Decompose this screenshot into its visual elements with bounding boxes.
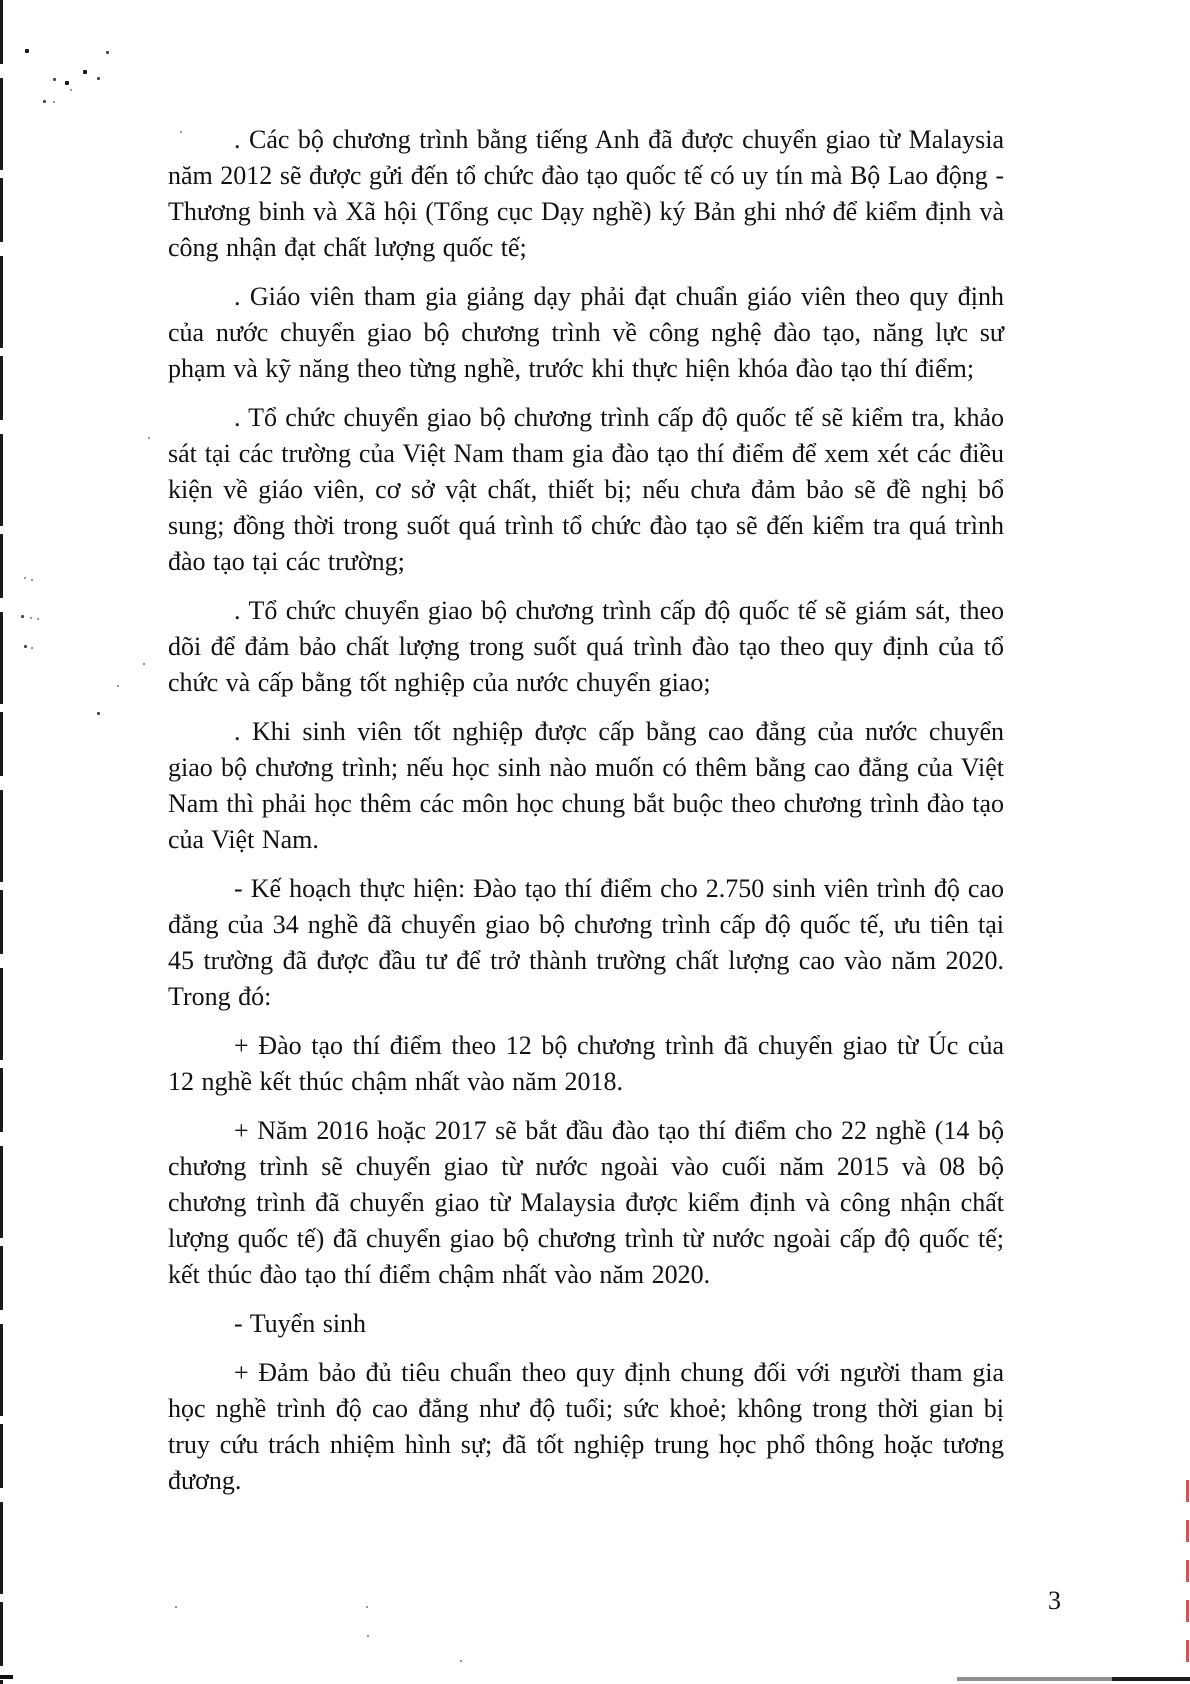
- speck-dot: [30, 617, 32, 619]
- speck-dot: [53, 78, 56, 81]
- paragraph: + Năm 2016 hoặc 2017 sẽ bắt đầu đào tạo thí điểm cho 22 nghề (14 bộ chương trình sẽ chuyển giao từ nước ngoài vào cuối năm 2015 và 08 bộ chương trình đã chuyển giao từ Malaysia được kiểm định và công nhận chất lượng quốc tế) đã chuyển giao bộ chương trình từ nước ngoài cấp độ quốc tế; kết thúc đào tạo thí điểm chậm nhất vào năm 2020.: [168, 1116, 1004, 1289]
- paragraph: + Đảm bảo đủ tiêu chuẩn theo quy định chung đối với người tham gia học nghề trình độ cao đẳng như độ tuổi; sức khoẻ; không trong thời gian bị truy cứu trách nhiệm hình sự; đã tốt nghiệp trung học phổ thông hoặc tương đương.: [168, 1358, 1004, 1495]
- speck-dot: [366, 1606, 368, 1608]
- speck-dot: [24, 577, 26, 579]
- speck-dot: [65, 81, 69, 85]
- speck-dot: [21, 615, 24, 618]
- paragraph: . Tổ chức chuyển giao bộ chương trình cấp độ quốc tế sẽ giám sát, theo dõi để đảm bảo chất lượng trong suốt quá trình đào tạo theo quy định của tổ chức và cấp bằng tốt nghiệp của nước chuyển giao;: [168, 596, 1004, 697]
- paragraph: - Tuyển sinh: [234, 1309, 367, 1338]
- speck-dot: [83, 70, 87, 74]
- speck-dot: [31, 579, 33, 581]
- speck-dot: [175, 1606, 177, 1608]
- speck-dot: [25, 49, 29, 53]
- speck-dot: [148, 437, 150, 439]
- scan-bottom-left-mark: [0, 1675, 13, 1679]
- paragraph: . Các bộ chương trình bằng tiếng Anh đã được chuyển giao từ Malaysia năm 2012 sẽ được gửi đến tổ chức đào tạo quốc tế có uy tín mà Bộ Lao động - Thương binh và Xã hội (Tổng cục Dạy nghề) ký Bản ghi nhớ để kiểm định và công nhận đạt chất lượng quốc tế;: [168, 125, 1004, 262]
- speck-dot: [31, 647, 33, 649]
- paragraph: . Khi sinh viên tốt nghiệp được cấp bằng cao đẳng của nước chuyển giao bộ chương trình; nếu học sinh nào muốn có thêm bằng cao đẳng của Việt Nam thì phải học thêm các môn học chung bắt buộc theo chương trình đào tạo của Việt Nam.: [168, 717, 1004, 854]
- speck-dot: [53, 101, 55, 103]
- speck-dot: [43, 100, 46, 103]
- scan-red-edge-artifact: [1186, 1480, 1189, 1670]
- scan-bottom-bar-gray: [957, 1677, 1112, 1681]
- speck-dot: [106, 51, 109, 54]
- speck-dot: [97, 77, 100, 80]
- paragraph: + Đào tạo thí điểm theo 12 bộ chương trình đã chuyển giao từ Úc của 12 nghề kết thúc chậm nhất vào năm 2018.: [168, 1031, 1004, 1096]
- speck-dot: [460, 1660, 462, 1662]
- page-number: 3: [1048, 1586, 1061, 1615]
- paragraph: . Giáo viên tham gia giảng dạy phải đạt chuẩn giáo viên theo quy định của nước chuyển giao bộ chương trình về công nghệ đào tạo, năng lực sư phạm và kỹ năng theo từng nghề, trước khi thực hiện khóa đào tạo thí điểm;: [168, 282, 1004, 383]
- speck-dot: [37, 618, 39, 620]
- speck-dot: [117, 685, 119, 687]
- paragraph: - Kế hoạch thực hiện: Đào tạo thí điểm cho 2.750 sinh viên trình độ cao đẳng của 34 nghề đã chuyển giao bộ chương trình cấp độ quốc tế, ưu tiên tại 45 trường đã được đầu tư để trở thành trường chất lượng cao vào năm 2020. Trong đó:: [168, 874, 1004, 1011]
- scan-left-border-line: [0, 0, 3, 1684]
- speck-dot: [367, 1635, 369, 1637]
- speck-dot: [24, 645, 27, 648]
- scan-bottom-bar-black: [1112, 1677, 1190, 1681]
- speck-dot: [97, 712, 100, 715]
- paragraph: . Tổ chức chuyển giao bộ chương trình cấp độ quốc tế sẽ kiểm tra, khảo sát tại các trường của Việt Nam tham gia đào tạo thí điểm để xem xét các điều kiện về giáo viên, cơ sở vật chất, thiết bị; nếu chưa đảm bảo sẽ đề nghị bổ sung; đồng thời trong suốt quá trình tổ chức đào tạo sẽ đến kiểm tra quá trình đào tạo tại các trường;: [168, 403, 1004, 576]
- speck-dot: [70, 89, 72, 91]
- speck-dot: [143, 663, 145, 665]
- document-body: [168, 122, 1004, 1512]
